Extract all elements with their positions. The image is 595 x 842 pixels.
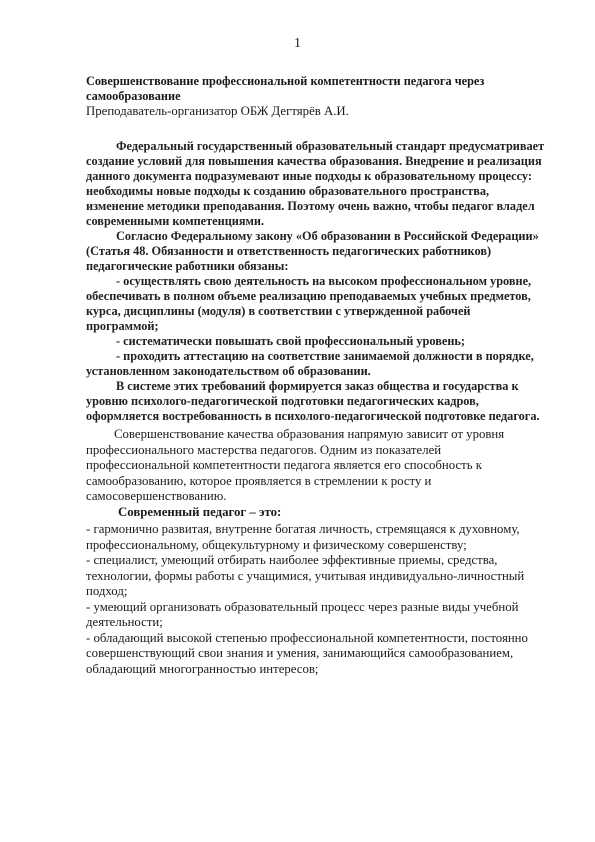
paragraph-quality: Совершенствование качества образования напрямую зависит от уровня профессионального мастерства педагогов. Одним из показателей профессиональной компетентности педагога является его способность к самообразованию, которое проявляется в стремлении к росту и самосовершенствованию. xyxy=(86,427,505,503)
paragraph-law: Согласно Федеральному закону «Об образовании в Российской Федерации» (Статья 48. Обязанности и ответственность педагогических работников) педагогические работники обязаны: xyxy=(86,229,539,273)
scanned-section xyxy=(86,139,546,424)
modern-teacher-heading: Современный педагог – это: xyxy=(118,504,282,519)
law-item-professional-level: - осуществлять свою деятельность на высоком профессиональном уровне, обеспечивать в полном объеме реализацию преподаваемых учебных предметов, курса, дисциплины (модуля) в соответствии с утвержденной рабочей программой; xyxy=(86,274,532,333)
paragraph-fgos: Федеральный государственный образовательный стандарт предусматривает создание условий для повышения качества образования. Внедрение и реализация данного документа подразумевают иные подходы к образовательному процессу: необходимы новые подходы к созданию образовательного пространства, изменение методики преподавания. Поэтому очень важно, чтобы педагог владел современными компетенциями. xyxy=(86,139,545,228)
author-line: Преподаватель-организатор ОБЖ Дегтярёв А.И. xyxy=(86,104,349,118)
document-body xyxy=(86,74,546,520)
law-item-qualification: - систематически повышать свой профессиональный уровень; xyxy=(116,334,466,348)
document-title: Совершенствование профессиональной компетентности педагога через самообразование xyxy=(86,74,485,103)
paragraph-requirements: В системе этих требований формируется заказ общества и государства к уровню психолого-педагогической подготовки педагогических кадров, оформляется востребованность в психолого-педагогической подготовке педагога. xyxy=(86,379,540,423)
page-number: 1 xyxy=(294,36,301,51)
list-item: - гармонично развитая, внутренне богатая личность, стремящаяся к духовному, профессиональному, общекультурному и физическому совершенству; xyxy=(86,522,520,552)
typed-section xyxy=(86,427,546,520)
list-item: - умеющий организовать образовательный процесс через разные виды учебной деятельности; xyxy=(86,599,519,629)
law-item-attestation: - проходить аттестацию на соответствие занимаемой должности в порядке, установленном законодательством об образовании. xyxy=(86,349,534,378)
list-item: - обладающий высокой степенью профессиональной компетентности, постоянно совершенствующий свои знания и умения, занимающийся самообразованием, обладающий многогранностью интересов; xyxy=(86,630,528,676)
modern-teacher-list xyxy=(86,522,550,677)
list-item: - специалист, умеющий отбирать наиболее эффективные приемы, средства, технологии, формы работы с учащимися, учитывая индивидуально-личностный подход; xyxy=(86,553,525,598)
